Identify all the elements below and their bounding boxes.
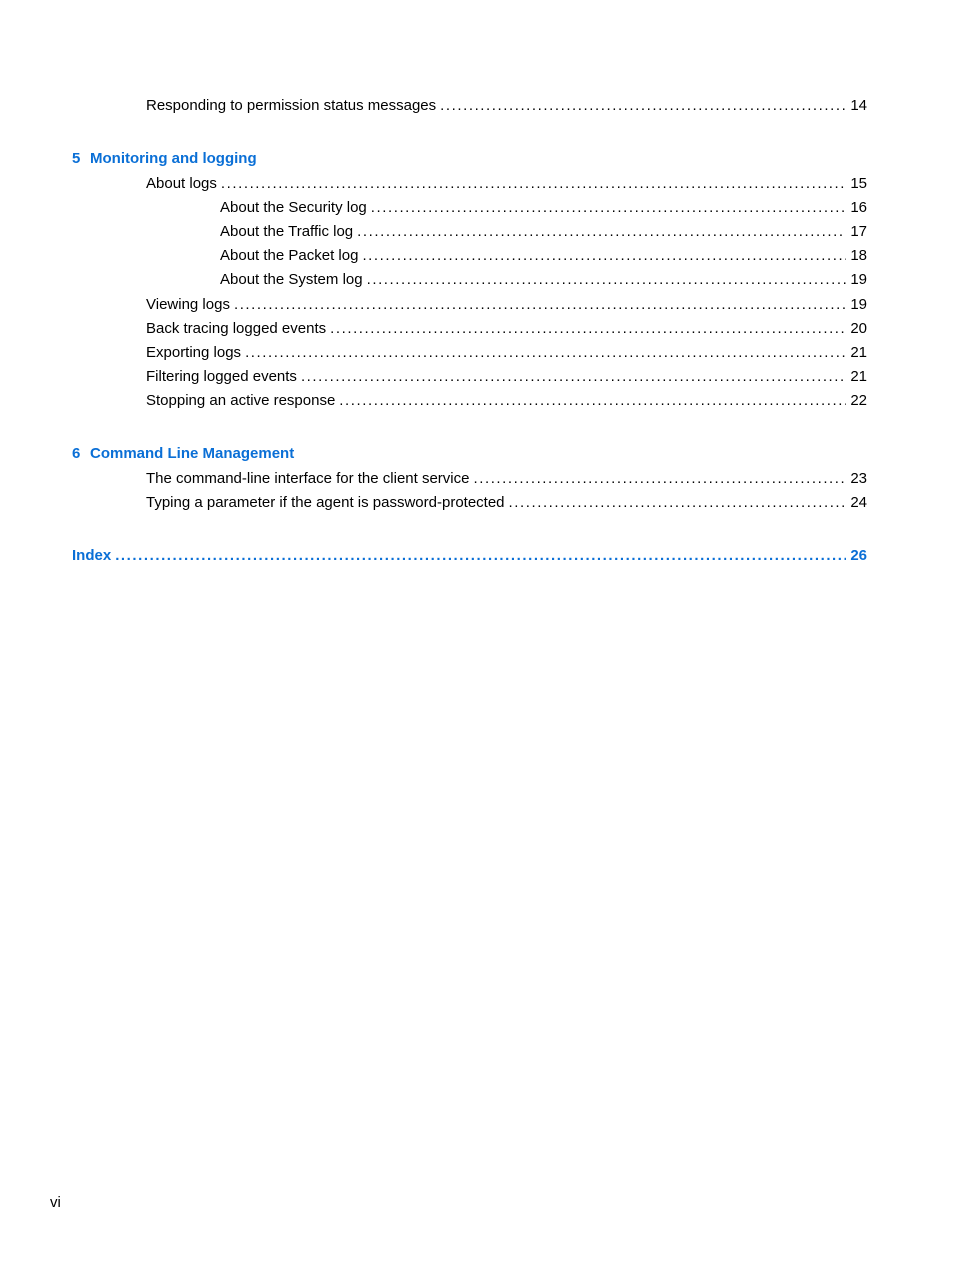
toc-entry-security-log[interactable] (220, 199, 867, 217)
toc-entry-page: 23 (850, 470, 867, 487)
toc-entry-label: Filtering logged events (146, 368, 297, 385)
toc-entry-page: 16 (850, 199, 867, 216)
toc-entry-page: 21 (850, 368, 867, 385)
toc-entry-page: 21 (850, 344, 867, 361)
dot-leader (301, 368, 846, 386)
toc-entry-viewing-logs[interactable] (146, 296, 867, 314)
dot-leader (371, 199, 847, 217)
toc-entry-label: Typing a parameter if the agent is password-protected (146, 494, 505, 511)
dot-leader (234, 296, 846, 314)
toc-entry-page: 24 (850, 494, 867, 511)
toc-entry-label: Viewing logs (146, 296, 230, 313)
toc-entry-page: 20 (850, 320, 867, 337)
toc-chapter-5-heading[interactable] (72, 150, 257, 168)
dot-leader (367, 271, 847, 289)
toc-entry-label: Stopping an active response (146, 392, 336, 409)
toc-entry-page: 19 (850, 296, 867, 313)
toc-entry-system-log[interactable] (220, 271, 867, 289)
dot-leader (362, 247, 846, 265)
dot-leader (339, 392, 846, 410)
dot-leader (357, 223, 846, 241)
page-number: vi (50, 1194, 61, 1211)
toc-entry-page: 22 (850, 392, 867, 409)
toc-entry-stopping-response[interactable] (146, 392, 867, 410)
toc-entry-label: Back tracing logged events (146, 320, 327, 337)
toc-entry-about-logs[interactable] (146, 175, 867, 193)
toc-entry-page: 18 (850, 247, 867, 264)
toc-entry-page: 26 (850, 547, 867, 564)
toc-entry-command-line-interface[interactable] (146, 470, 867, 488)
toc-entry-label: Exporting logs (146, 344, 242, 361)
toc-entry-label: About the Security log (220, 199, 367, 216)
toc-entry-back-tracing[interactable] (146, 320, 867, 338)
toc-chapter-6-heading[interactable] (72, 445, 294, 463)
chapter-number: 6 (72, 445, 81, 462)
chapter-number: 5 (72, 150, 81, 167)
dot-leader (330, 320, 846, 338)
toc-entry-label: About the System log (220, 271, 363, 288)
toc-entry-filtering-events[interactable] (146, 368, 867, 386)
dot-leader (440, 97, 846, 115)
chapter-title: Command Line Management (90, 445, 295, 462)
toc-entry-responding-permission-status[interactable] (146, 97, 867, 115)
dot-leader (221, 175, 846, 193)
toc-entry-page: 14 (850, 97, 867, 114)
toc-entry-index[interactable] (72, 547, 867, 565)
toc-entry-exporting-logs[interactable] (146, 344, 867, 362)
toc-entry-label: Index (72, 547, 112, 564)
toc-entry-page: 19 (850, 271, 867, 288)
toc-entry-label: Responding to permission status messages (146, 97, 437, 114)
chapter-title: Monitoring and logging (90, 150, 257, 167)
dot-leader (245, 344, 846, 362)
toc-entry-label: About the Traffic log (220, 223, 354, 240)
toc-entry-traffic-log[interactable] (220, 223, 867, 241)
dot-leader (509, 494, 847, 512)
toc-entry-page: 15 (850, 175, 867, 192)
dot-leader (115, 547, 846, 565)
toc-entry-label: The command-line interface for the client service (146, 470, 470, 487)
toc-entry-label: About the Packet log (220, 247, 359, 264)
toc-entry-packet-log[interactable] (220, 247, 867, 265)
toc-entry-label: About logs (146, 175, 217, 192)
toc-entry-page: 17 (850, 223, 867, 240)
toc-entry-typing-parameter[interactable] (146, 494, 867, 512)
dot-leader (473, 470, 846, 488)
